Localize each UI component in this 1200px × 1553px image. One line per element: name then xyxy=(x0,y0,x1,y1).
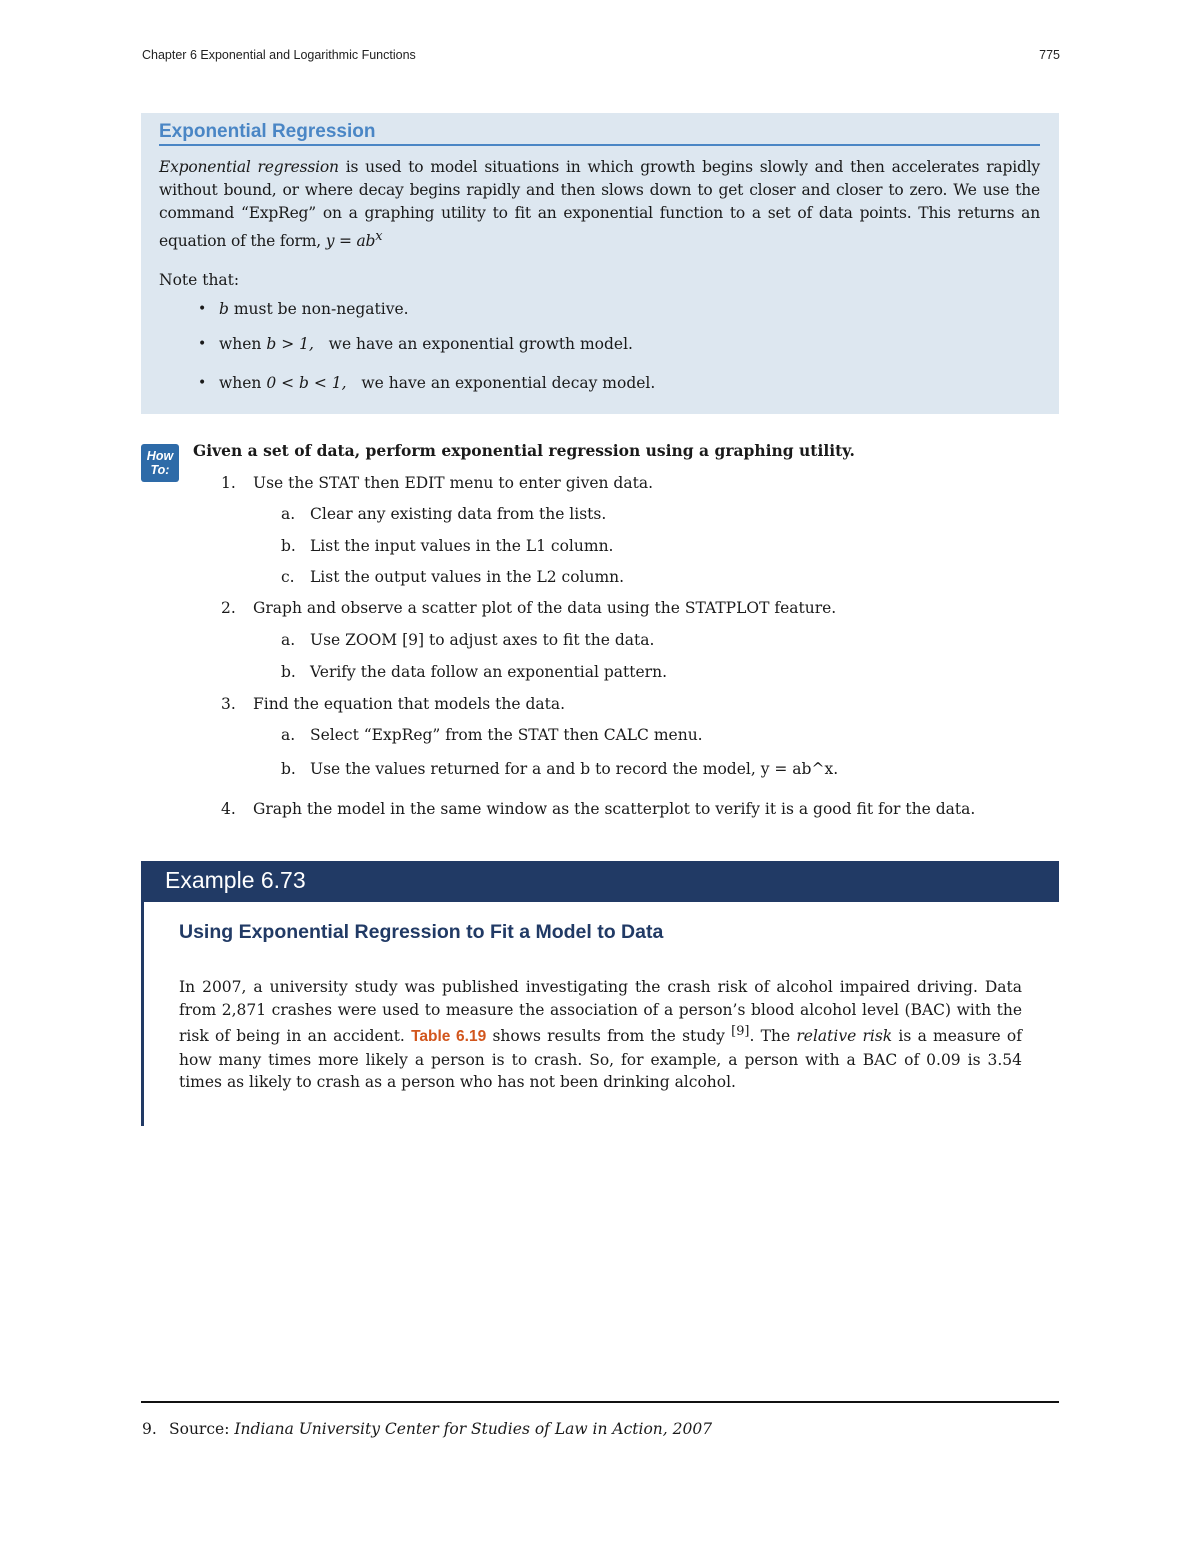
substep-item xyxy=(281,726,703,744)
footnote-number: 9. xyxy=(142,1420,157,1438)
bullet-text: must be non-negative. xyxy=(228,300,409,319)
step-number: 3. xyxy=(221,695,236,713)
how-to-icon xyxy=(141,444,179,482)
step-number: 2. xyxy=(221,599,236,617)
bullet-math: b xyxy=(219,300,229,319)
bullet-dot: • xyxy=(198,336,207,353)
substep-item xyxy=(281,760,838,778)
bullet-item xyxy=(159,332,1040,367)
feature-term: Exponential regression xyxy=(159,158,339,176)
exponential-regression-box xyxy=(141,113,1059,414)
bullet-text: we have an exponential growth model. xyxy=(313,335,633,354)
example-text: shows results from the study xyxy=(486,1027,732,1046)
bullet-pre: when xyxy=(219,374,267,393)
example-header-bar xyxy=(141,861,1059,902)
step-number: c. xyxy=(281,568,295,586)
step-number: 1. xyxy=(221,474,236,492)
substep-item xyxy=(281,568,624,586)
step-text: Clear any existing data from the lists. xyxy=(310,505,607,523)
step-item xyxy=(221,599,836,617)
footnote-label: Source: xyxy=(169,1420,235,1438)
example-text: In 2007, a university study was published investigating the crash risk of alcohol impaired driving. Data from 2,871 crashes were used to measure the association of a person’s blood alcohol level (BAC) with the risk of being in an accident. xyxy=(179,978,1022,1046)
running-head xyxy=(142,48,1060,62)
substep-item xyxy=(281,505,606,523)
bullet-pre: when xyxy=(219,335,267,354)
step-text: List the input values in the L1 column. xyxy=(310,537,614,555)
substep-item xyxy=(281,663,667,681)
step-text: Use ZOOM [9] to adjust axes to fit the data. xyxy=(310,631,655,649)
note-bullets xyxy=(159,297,1040,406)
footnote-ref[interactable]: [9] xyxy=(731,1024,750,1039)
step-item xyxy=(221,695,565,713)
feature-body xyxy=(159,156,1040,253)
bullet-item xyxy=(159,371,1040,406)
example-label: Example 6.73 xyxy=(165,867,306,893)
example-side-rule xyxy=(141,902,144,1126)
bullet-dot: • xyxy=(198,301,207,318)
example-title: Using Exponential Regression to Fit a Model to Data xyxy=(179,921,664,943)
note-label: Note that: xyxy=(159,271,240,290)
step-number: a. xyxy=(281,726,296,744)
bullet-math: 0 < b < 1, xyxy=(266,374,347,393)
step-text: Use the STAT then EDIT menu to enter given data. xyxy=(253,474,653,492)
step-text: Verify the data follow an exponential pattern. xyxy=(310,663,667,681)
bullet-math: b > 1, xyxy=(266,335,314,354)
substep-item xyxy=(281,631,654,649)
how-to-title: Given a set of data, perform exponential regression using a graphing utility. xyxy=(193,441,855,460)
bullet-text: we have an exponential decay model. xyxy=(346,374,656,393)
table-6-19-link[interactable]: Table 6.19 xyxy=(411,1028,487,1046)
feature-title: Exponential Regression xyxy=(159,121,1040,146)
step-number: b. xyxy=(281,663,296,681)
feature-equation: y = ab xyxy=(325,232,376,251)
feature-equation-exponent: x xyxy=(375,229,383,244)
step-number: 4. xyxy=(221,800,236,818)
step-text: Graph and observe a scatter plot of the data using the STATPLOT feature. xyxy=(253,599,837,617)
example-text: is a measure of how many times more likely a person is to crash. So, for example, a person with a BAC of 0.09 is 3.54 times as likely to crash as a person who has not been drinking alcohol. xyxy=(179,1027,1022,1092)
substep-item xyxy=(281,537,613,555)
example-body xyxy=(179,976,1022,1094)
relative-risk-term: relative risk xyxy=(796,1027,893,1046)
bullet-item xyxy=(159,297,1040,332)
step-text: Use the values returned for a and b to record the model, y = ab^x. xyxy=(310,760,839,778)
footnote xyxy=(142,1420,712,1438)
feature-text: is used to model situations in which growth begins slowly and then accelerates rapidly without bound, or where decay begins rapidly and then slows down to get closer and closer to zero. We use the command “ExpReg” on a graphing utility to fit an exponential function to a set of data points. This returns an equation of the form, xyxy=(159,158,1040,251)
how-to-icon-line2: To: xyxy=(150,463,170,477)
bullet-dot: • xyxy=(198,375,207,392)
step-text: Graph the model in the same window as the scatterplot to verify it is a good fit for the data. xyxy=(253,800,976,818)
footnote-divider xyxy=(141,1401,1059,1403)
step-number: a. xyxy=(281,505,296,523)
step-text: Find the equation that models the data. xyxy=(253,695,566,713)
step-number: b. xyxy=(281,760,296,778)
step-number: b. xyxy=(281,537,296,555)
example-text: . The xyxy=(749,1027,797,1046)
step-text: List the output values in the L2 column. xyxy=(310,568,625,586)
step-number: a. xyxy=(281,631,296,649)
step-text: Select “ExpReg” from the STAT then CALC menu. xyxy=(310,726,703,744)
step-item xyxy=(221,800,975,818)
chapter-title: Chapter 6 Exponential and Logarithmic Functions xyxy=(142,48,416,62)
how-to-icon-line1: How xyxy=(146,449,174,463)
page-number: 775 xyxy=(1039,48,1060,62)
step-item xyxy=(221,474,653,492)
footnote-source: Indiana University Center for Studies of Law in Action, 2007 xyxy=(234,1420,713,1438)
